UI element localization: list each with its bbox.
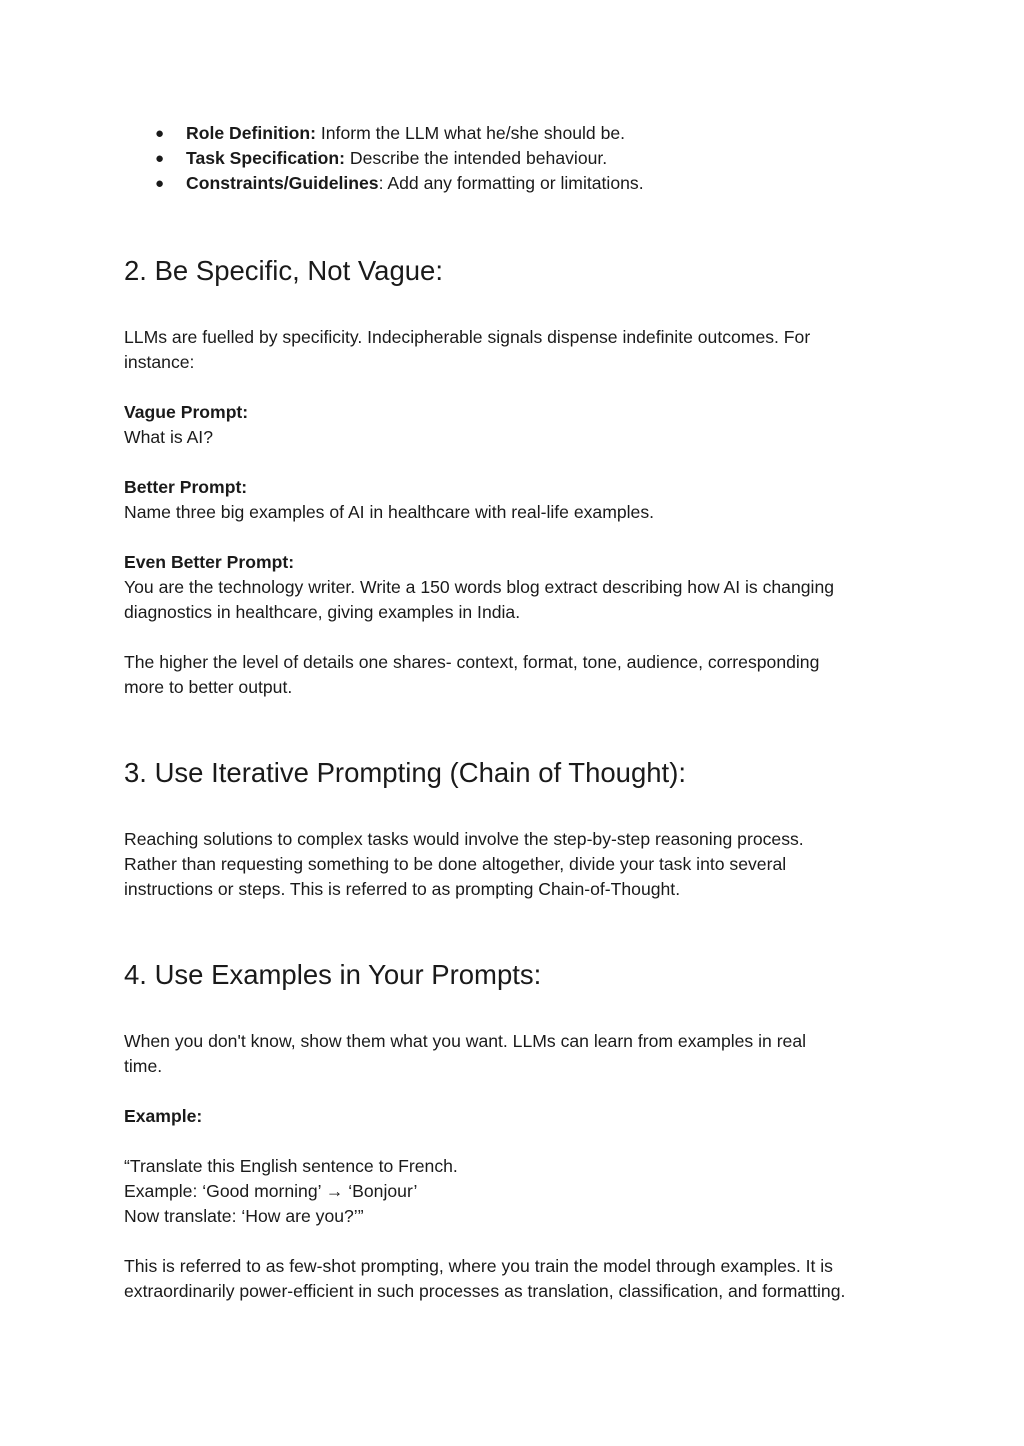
example-quote	[124, 1154, 904, 1229]
paragraph-line: instance:	[124, 352, 195, 372]
prompt-label: Even Better Prompt:	[124, 552, 295, 572]
bullet-text: : Add any formatting or limitations.	[378, 173, 644, 193]
example-label: Example:	[124, 1106, 203, 1126]
paragraph-line: This is referred to as few-shot prompting, where you train the model through examples. It is	[124, 1256, 833, 1276]
prompt-text: What is AI?	[124, 427, 213, 447]
section-heading: 4. Use Examples in Your Prompts:	[124, 959, 542, 990]
paragraph-line: more to better output.	[124, 677, 293, 697]
prompt-label: Vague Prompt:	[124, 402, 249, 422]
paragraph-line: LLMs are fuelled by specificity. Indecipherable signals dispense indefinite outcomes. For	[124, 327, 811, 347]
example-label-block	[124, 1104, 904, 1129]
bullet-item	[124, 146, 644, 171]
vague-prompt-block	[124, 400, 904, 450]
prompt-text: diagnostics in healthcare, giving examples in India.	[124, 602, 521, 622]
section-heading: 3. Use Iterative Prompting (Chain of Thought):	[124, 757, 686, 788]
bullet-item	[124, 121, 644, 146]
prompt-text: Name three big examples of AI in healthcare with real-life examples.	[124, 502, 655, 522]
bullet-term: Constraints/Guidelines	[186, 173, 379, 193]
quote-line: Example: ‘Good morning’ → ‘Bonjour’	[124, 1181, 418, 1201]
paragraph	[124, 1254, 904, 1304]
bullet-list	[124, 121, 644, 196]
section-heading: 2. Be Specific, Not Vague:	[124, 255, 443, 286]
paragraph-line: extraordinarily power-efficient in such processes as translation, classification, and formatting.	[124, 1281, 846, 1301]
paragraph	[124, 1029, 904, 1079]
paragraph-line: The higher the level of details one shares- context, format, tone, audience, corresponding	[124, 652, 820, 672]
quote-line: Now translate: ‘How are you?’”	[124, 1206, 364, 1226]
bullet-term: Task Specification:	[186, 148, 346, 168]
bullet-text: Inform the LLM what he/she should be.	[316, 123, 626, 143]
paragraph-line: When you don't know, show them what you want. LLMs can learn from examples in real	[124, 1031, 807, 1051]
quote-line: “Translate this English sentence to French.	[124, 1156, 458, 1176]
bullet-icon: ●	[155, 150, 165, 167]
bullet-text: Describe the intended behaviour.	[345, 148, 608, 168]
paragraph-line: Reaching solutions to complex tasks would involve the step-by-step reasoning process.	[124, 829, 804, 849]
paragraph-line: instructions or steps. This is referred to as prompting Chain-of-Thought.	[124, 879, 681, 899]
paragraph-line: time.	[124, 1056, 163, 1076]
paragraph	[124, 325, 904, 375]
paragraph	[124, 650, 904, 700]
bullet-icon: ●	[155, 175, 165, 192]
prompt-label: Better Prompt:	[124, 477, 248, 497]
prompt-text: You are the technology writer. Write a 150 words blog extract describing how AI is changing	[124, 577, 835, 597]
paragraph	[124, 827, 904, 902]
even-better-prompt-block	[124, 550, 904, 625]
bullet-item	[124, 171, 644, 196]
bullet-term: Role Definition:	[186, 123, 316, 143]
paragraph-line: Rather than requesting something to be done altogether, divide your task into several	[124, 854, 787, 874]
bullet-icon: ●	[155, 125, 165, 142]
better-prompt-block	[124, 475, 904, 525]
